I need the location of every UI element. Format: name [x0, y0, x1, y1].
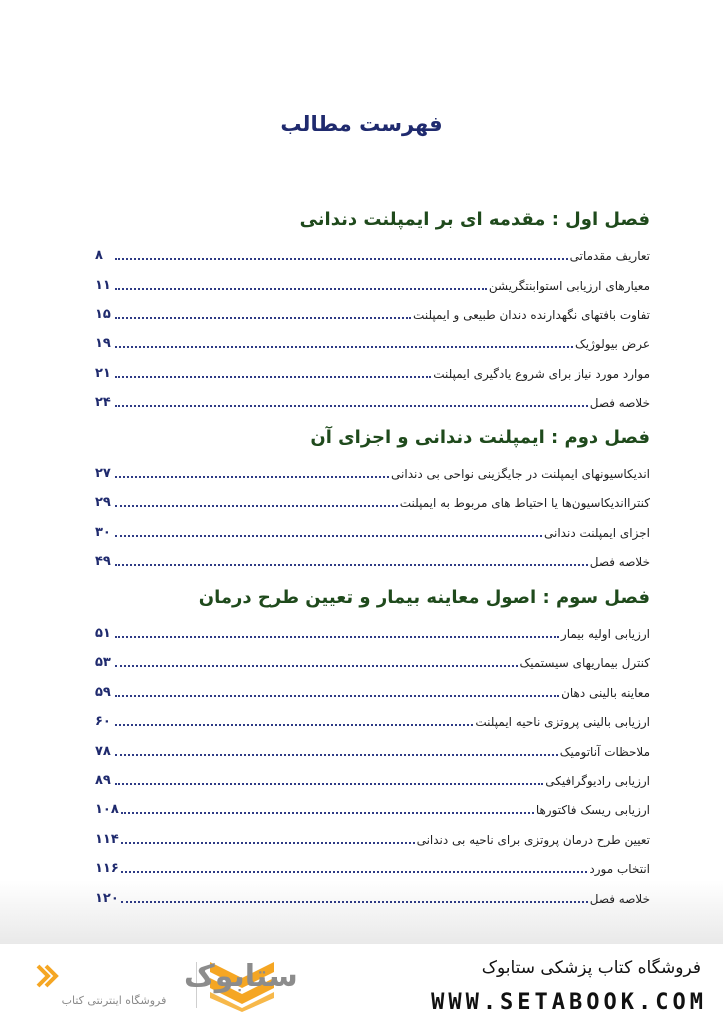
dot-leader [115, 783, 543, 785]
entry-page-number: ۱۵ [95, 307, 111, 322]
toc-entry[interactable] [95, 857, 650, 877]
chapter-1-heading: فصل اول : مقدمه ای بر ایمپلنت دندانی [299, 209, 650, 230]
entry-page-number: ۱۱۶ [95, 861, 119, 876]
toc-entry[interactable] [95, 332, 650, 352]
entry-title: عرض بیولوژیک [575, 337, 650, 351]
entry-page-number: ۱۰۸ [95, 802, 119, 817]
entry-page-number: ۵۳ [95, 655, 111, 670]
logo-text: ستابوک [184, 959, 298, 994]
entry-title: خلاصه فصل [589, 555, 650, 569]
dot-leader [115, 636, 559, 638]
entry-title: موارد مورد نیاز برای شروع یادگیری ایمپلنت [433, 367, 650, 381]
toc-entry[interactable] [95, 740, 650, 760]
entry-title: ارزیابی اولیه بیمار [560, 627, 650, 641]
entry-title: کنترل بیماریهای سیستمیک [519, 656, 650, 670]
toc-entry[interactable] [95, 769, 650, 789]
entry-title: ارزیابی بالینی پروتزی ناحیه ایمپلنت [475, 715, 650, 729]
store-name: فروشگاه کتاب پزشکی ستابوک [481, 958, 701, 978]
entry-page-number: ۲۹ [95, 495, 111, 510]
entry-title: معیارهای ارزیابی استوابنتگریشن [488, 279, 650, 293]
dot-leader [121, 812, 534, 814]
entry-title: خلاصه فصل [589, 396, 650, 410]
entry-page-number: ۸ [95, 248, 103, 263]
entry-page-number: ۶۰ [95, 714, 111, 729]
entry-page-number: ۱۱ [95, 278, 111, 293]
entry-page-number: ۱۲۰ [95, 891, 119, 906]
logo-wordmark [34, 958, 298, 994]
entry-page-number: ۲۱ [95, 366, 111, 381]
toc-entry[interactable] [95, 362, 650, 382]
store-logo[interactable] [30, 958, 298, 1014]
dot-leader [115, 317, 411, 319]
entry-page-number: ۱۱۴ [95, 832, 119, 847]
entry-title: اجزای ایمپلنت دندانی [544, 526, 650, 540]
entry-page-number: ۳۰ [95, 525, 111, 540]
dot-leader [115, 695, 559, 697]
dot-leader [115, 535, 542, 537]
entry-title: ملاحظات آناتومیک [559, 745, 650, 759]
entry-page-number: ۲۷ [95, 466, 111, 481]
toc-entry[interactable] [95, 491, 650, 511]
entry-page-number: ۵۹ [95, 685, 111, 700]
entry-page-number: ۱۹ [95, 336, 111, 351]
toc-entry[interactable] [95, 462, 650, 482]
entry-title: انتخاب مورد [589, 862, 650, 876]
entry-page-number: ۵۱ [95, 626, 111, 641]
dot-leader [115, 405, 588, 407]
store-url-link[interactable]: WWW.SETABOOK.COM [431, 990, 707, 1015]
entry-title: ارزیابی رادیوگرافیکی [545, 774, 650, 788]
toc-entry[interactable] [95, 391, 650, 411]
entry-title: تفاوت بافتهای نگهدارنده دندان طبیعی و ایمپلنت [413, 308, 650, 322]
dot-leader [115, 476, 389, 478]
dot-leader [115, 288, 487, 290]
dot-leader [121, 901, 588, 903]
dot-leader [115, 564, 588, 566]
toc-entry[interactable] [95, 303, 650, 323]
toc-entry[interactable] [95, 710, 650, 730]
entry-title: تعیین طرح درمان پروتزی برای ناحیه بی دندانی [416, 833, 650, 847]
dot-leader [115, 505, 398, 507]
logo-tagline: فروشگاه اینترنتی کتاب [61, 994, 167, 1007]
dot-leader [115, 665, 518, 667]
toc-entry[interactable] [95, 521, 650, 541]
toc-title: فهرست مطالب [280, 112, 443, 136]
dot-leader [115, 754, 558, 756]
chapter-2-heading: فصل دوم : ایمپلنت دندانی و اجزای آن [310, 427, 650, 448]
store-footer [0, 944, 723, 1024]
entry-title: اندیکاسیونهای ایمپلنت در جایگزینی نواحی بی دندانی [391, 467, 650, 481]
toc-entry[interactable] [95, 828, 650, 848]
toc-entry[interactable] [95, 887, 650, 907]
entry-title: خلاصه فصل [589, 892, 650, 906]
dot-leader [121, 842, 415, 844]
toc-entry[interactable] [95, 681, 650, 701]
entry-page-number: ۴۹ [95, 554, 111, 569]
toc-entry[interactable] [95, 274, 650, 294]
toc-entry[interactable] [95, 622, 650, 642]
dot-leader [115, 258, 568, 260]
dot-leader [115, 724, 473, 726]
chapter-3-heading: فصل سوم : اصول معاینه بیمار و تعیین طرح درمان [198, 587, 650, 608]
toc-entry[interactable] [95, 651, 650, 671]
toc-entry[interactable] [95, 798, 650, 818]
toc-entry[interactable] [95, 550, 650, 570]
entry-title: کنترااندیکاسیون‌ها یا احتیاط های مربوط به ایمپلنت [399, 496, 650, 510]
entry-title: ارزیابی ریسک فاکتورها [535, 803, 650, 817]
dot-leader [115, 376, 431, 378]
dot-leader [121, 871, 588, 873]
dot-leader [115, 346, 573, 348]
entry-page-number: ۲۴ [95, 395, 111, 410]
entry-title: تعاریف مقدماتی [569, 249, 650, 263]
toc-entry[interactable] [95, 244, 650, 264]
entry-page-number: ۸۹ [95, 773, 111, 788]
entry-page-number: ۷۸ [95, 744, 111, 759]
entry-title: معاینه بالینی دهان [561, 686, 650, 700]
